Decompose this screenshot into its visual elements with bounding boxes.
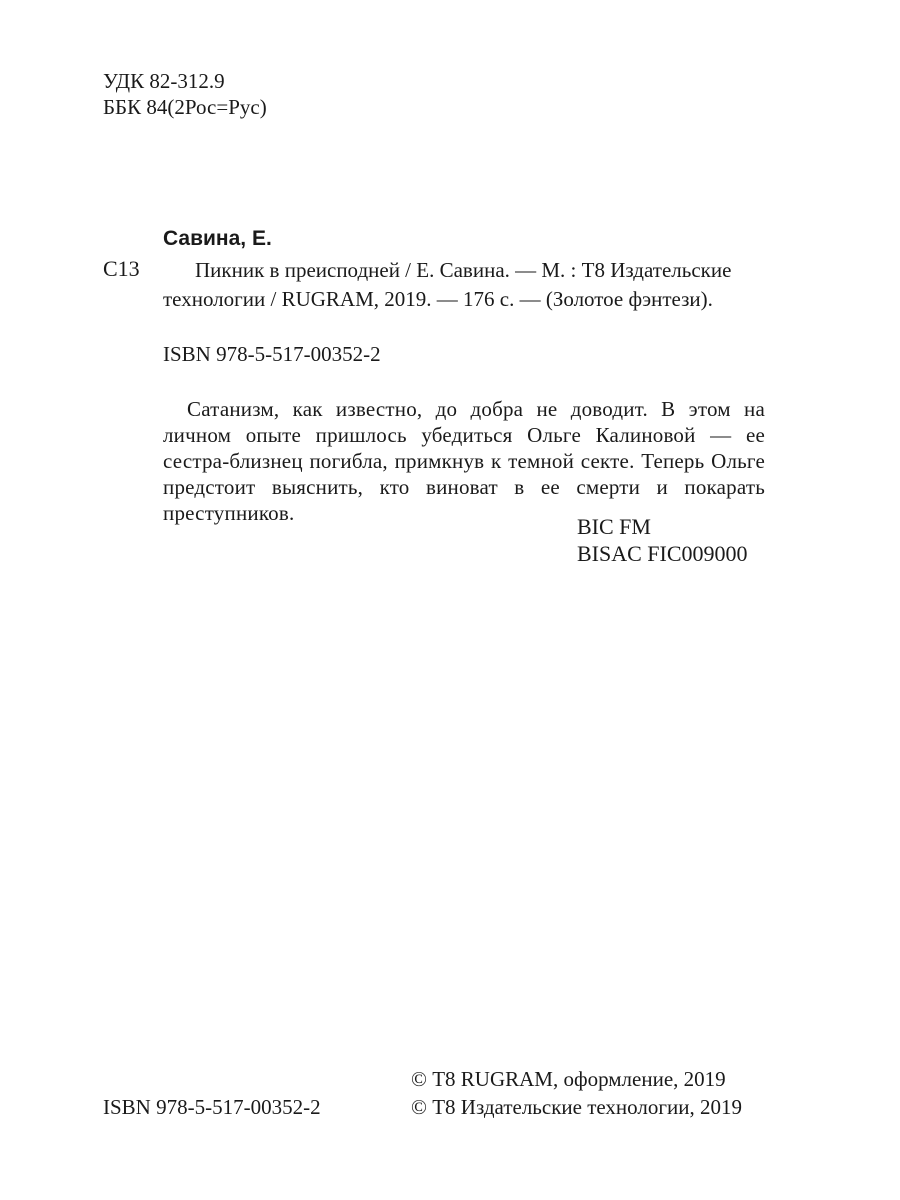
bibliographic-description (163, 256, 763, 314)
author-sign: С13 (103, 256, 140, 281)
bbk-code: ББК 84(2Рос=Рус) (103, 95, 267, 119)
annotation: Сатанизм, как известно, до добра не доводит. В этом на личном опыте пришлось убедиться Ольге Калиновой — ее сестра-близнец погибла, примкнув к темной секте. Теперь Ольге предстоит выяснить, кто виноват в ее смерти и покарать преступников. (163, 397, 765, 525)
bibliographic-line-2: технологии / RUGRAM, 2019. — 176 с. — (Золотое фэнтези). (163, 287, 713, 311)
udk-code: УДК 82-312.9 (103, 69, 225, 93)
isbn: ISBN 978-5-517-00352-2 (163, 342, 381, 366)
copyright-publisher: © Т8 Издательские технологии, 2019 (411, 1095, 742, 1119)
copyright-design: © Т8 RUGRAM, оформление, 2019 (411, 1067, 726, 1091)
isbn-footer: ISBN 978-5-517-00352-2 (103, 1095, 321, 1119)
author-heading: Савина, Е. (163, 227, 272, 250)
bic-code: BIC FM (577, 514, 651, 539)
bibliographic-line-1: Пикник в преисподней / Е. Савина. — М. : Т8 Издательские (195, 258, 732, 282)
bisac-code: BISAC FIC009000 (577, 541, 748, 566)
